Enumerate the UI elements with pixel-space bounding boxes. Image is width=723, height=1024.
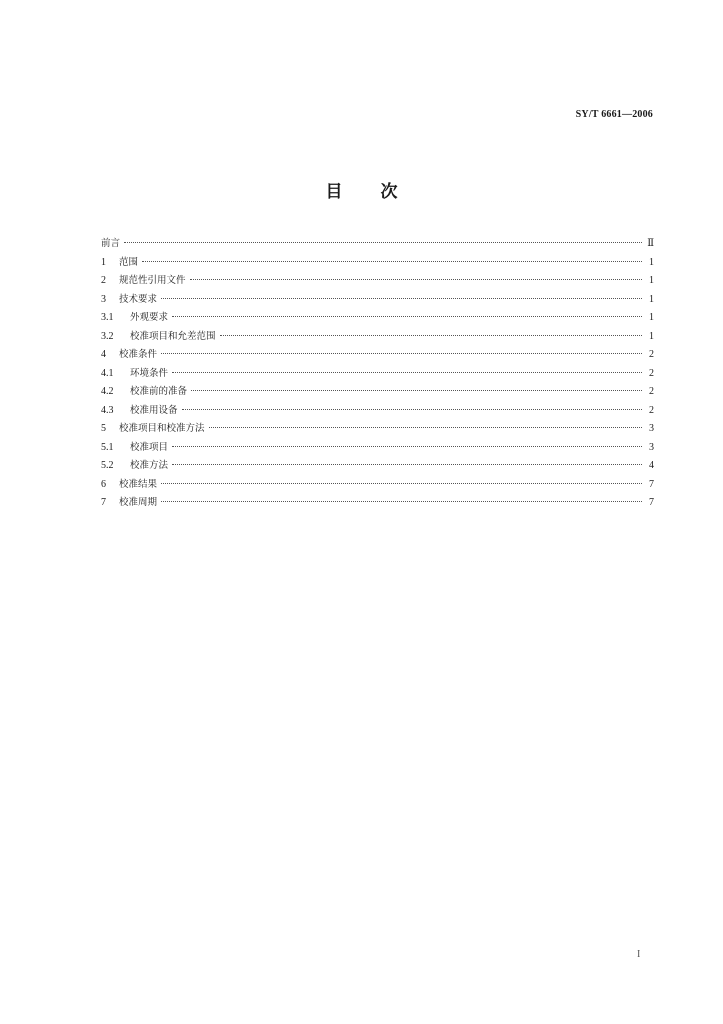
toc-entry[interactable] [101,309,654,328]
toc-entry-page: 3 [649,441,654,453]
toc-entry[interactable] [101,365,654,384]
toc-entry-page: Ⅱ [647,238,654,249]
toc-leader-dots [220,335,642,336]
toc-leader-dots [172,464,642,465]
toc-entry-label: 校准项目和校准方法 [119,423,205,434]
toc-entry[interactable] [101,402,654,421]
toc-entry-number: 6 [101,478,106,490]
toc-leader-dots [161,483,642,484]
toc-entry-label: 环境条件 [130,367,169,379]
toc-entry-label: 校准项目 [130,441,169,453]
toc-entry-page: 7 [649,478,654,490]
toc-entry[interactable] [101,254,654,273]
page-number: I [637,949,641,960]
toc-entry-page: 2 [649,386,654,397]
toc-entry-page: 1 [649,330,654,342]
toc-entry[interactable] [101,291,654,310]
toc-entry[interactable] [101,346,654,365]
toc-entry-number: 4.3 [101,404,114,416]
toc-entry-label: 前言 [101,238,121,249]
toc-entry-label: 校准周期 [119,497,158,508]
toc-entry-page: 1 [649,275,654,286]
toc-entry-number: 4 [101,349,106,360]
toc-entry-number: 4.2 [101,386,114,397]
table-of-contents [101,235,654,513]
toc-entry-page: 2 [649,367,654,379]
toc-entry-page: 1 [649,312,654,323]
toc-leader-dots [209,427,642,428]
toc-leader-dots [161,353,642,354]
toc-entry-number: 3.1 [101,312,114,323]
toc-entry-number: 3.2 [101,330,114,342]
toc-leader-dots [190,279,642,280]
toc-entry[interactable] [101,476,654,495]
toc-entry-number: 5.1 [101,441,114,453]
document-code: SY/T 6661—2006 [575,109,653,120]
toc-entry[interactable] [101,272,654,291]
toc-entry-page: 2 [649,349,654,360]
toc-entry[interactable] [101,328,654,347]
toc-leader-dots [172,446,642,447]
toc-entry-label: 规范性引用文件 [119,275,186,286]
toc-entry-label: 校准项目和允差范围 [130,330,216,342]
toc-entry-label: 校准方法 [130,460,169,471]
toc-leader-dots [161,501,642,502]
toc-entry-label: 校准用设备 [130,404,178,416]
toc-entry-page: 4 [649,460,654,471]
toc-entry[interactable] [101,439,654,458]
toc-leader-dots [142,261,642,262]
toc-entry-label: 技术要求 [119,293,158,305]
toc-entry-page: 1 [649,293,654,305]
toc-entry-number: 1 [101,256,106,268]
toc-leader-dots [182,409,642,410]
toc-entry[interactable] [101,235,654,254]
toc-entry-number: 3 [101,293,106,305]
toc-entry-page: 2 [649,404,654,416]
toc-entry[interactable] [101,383,654,402]
toc-leader-dots [172,316,642,317]
toc-leader-dots [161,298,642,299]
toc-entry-label: 外观要求 [130,312,169,323]
toc-entry-number: 2 [101,275,106,286]
toc-entry[interactable] [101,494,654,513]
toc-entry[interactable] [101,420,654,439]
toc-leader-dots [172,372,642,373]
toc-entry-label: 校准前的准备 [130,386,188,397]
toc-entry-page: 7 [649,497,654,508]
page-title: 目次 [325,182,436,202]
toc-entry-label: 校准条件 [119,349,158,360]
toc-entry-number: 5.2 [101,460,114,471]
toc-leader-dots [191,390,642,391]
toc-entry-number: 7 [101,497,106,508]
toc-entry[interactable] [101,457,654,476]
toc-entry-label: 范围 [119,256,139,268]
toc-entry-page: 1 [649,256,654,268]
toc-entry-page: 3 [649,423,654,434]
toc-entry-number: 5 [101,423,106,434]
toc-entry-number: 4.1 [101,367,114,379]
toc-entry-label: 校准结果 [119,478,158,490]
toc-leader-dots [124,242,642,243]
